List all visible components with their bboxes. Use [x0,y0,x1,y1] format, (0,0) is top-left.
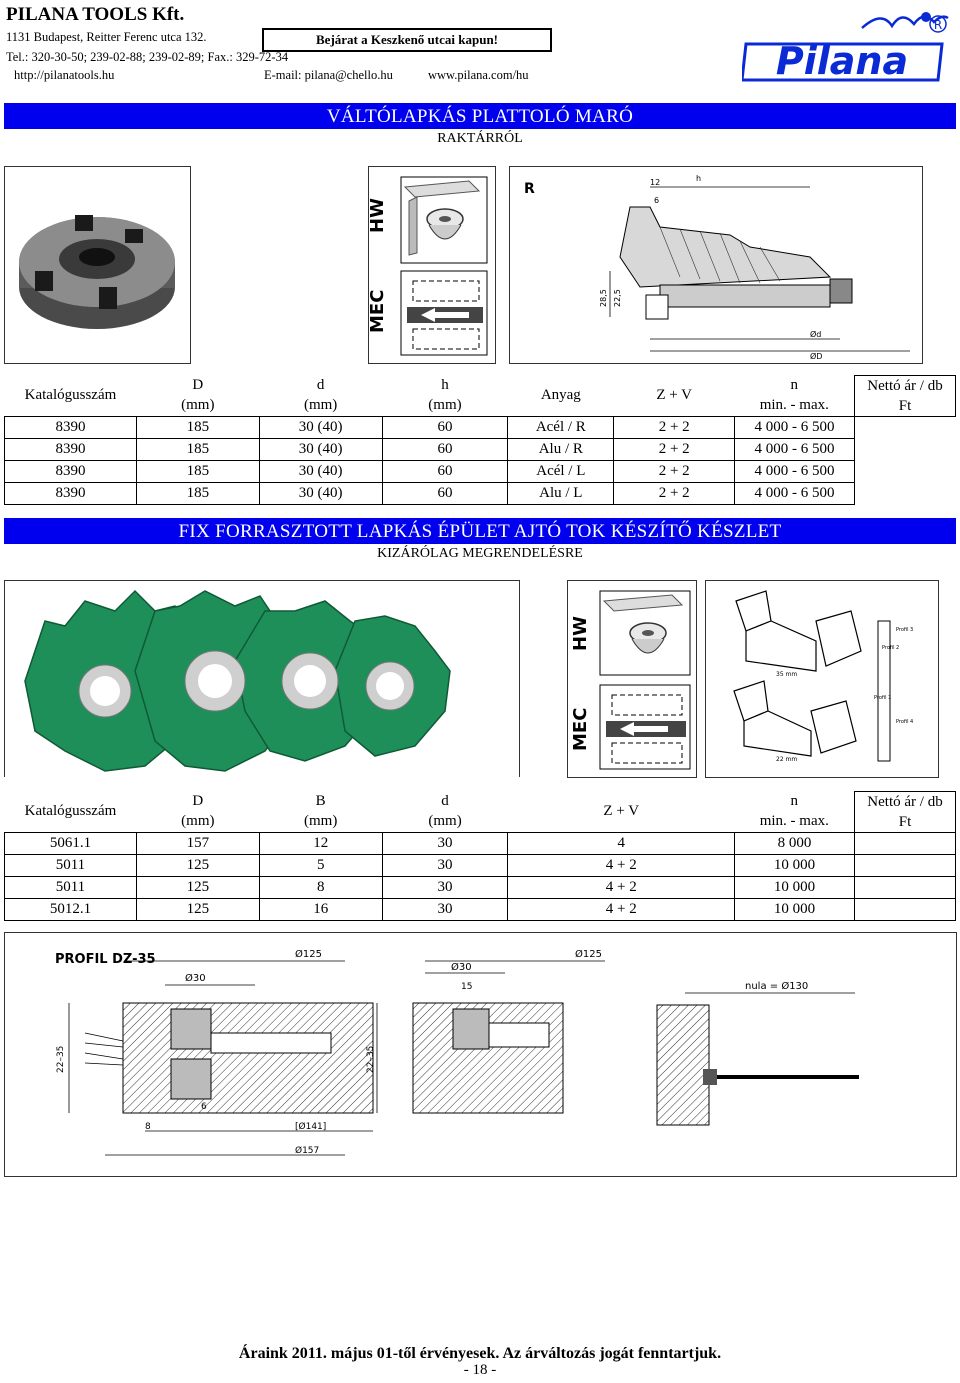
cell-D: 125 [136,877,259,899]
cell-d: 30 (40) [259,483,382,505]
col-header-d: d [441,793,449,810]
col-header-n: n [790,793,799,810]
dim-15: 15 [461,982,473,992]
dim-6: 6 [201,1102,207,1112]
page-number: - 18 - [463,1362,497,1378]
cell-h: 60 [382,417,508,439]
table-row [5,877,956,899]
section1-title: VÁLTÓLAPKÁS PLATTOLÓ MARÓ [4,103,956,129]
col-unit-d: (mm) [303,397,338,414]
cell-B: 8 [259,877,382,899]
net-unit: Ft [898,398,912,414]
table-row [5,833,956,855]
cell-catalog: 5012.1 [5,899,137,921]
cell-d: 30 [382,877,508,899]
cell-n: 4 000 - 6 500 [735,461,855,483]
cell-net [855,417,956,439]
dim-6: 6 [654,196,660,205]
cell-material: Acél / R [508,417,614,439]
cell-zv: 2 + 2 [614,439,735,461]
cell-d: 30 (40) [259,439,382,461]
cell-D: 185 [136,417,259,439]
dim-d157: Ø157 [295,1146,320,1156]
cell-material: Alu / R [508,439,614,461]
company-website-link[interactable]: http://pilanatools.hu [14,68,115,82]
cell-material: Acél / L [508,461,614,483]
label-profil2: Profil 2 [882,645,900,651]
cell-d: 30 [382,855,508,877]
mec-label-2: MEC [570,707,591,751]
col-unit-D: (mm) [181,397,215,414]
dim-d125-middle: Ø125 [575,949,602,960]
cell-D: 157 [136,833,259,855]
cell-zv: 4 + 2 [508,877,735,899]
cell-n: 4 000 - 6 500 [735,483,855,505]
cell-catalog: 5011 [5,855,137,877]
col-header-zv: Z + V [603,803,640,820]
dim-d: Ød [810,330,822,339]
dim-22-35-left: 22–35 [56,1045,66,1073]
label-35mm: 35 mm [776,671,798,678]
cell-zv: 4 [508,833,735,855]
label-profil3: Profil 3 [896,627,914,633]
dim-d125-left: Ø125 [295,949,322,960]
company-name: PILANA TOOLS Kft. [6,4,185,25]
col-header-D: D [192,793,204,810]
col-header-n: n [790,377,799,394]
dim-h: h [696,174,702,183]
cell-n: 10 000 [735,855,855,877]
dim-8: 8 [145,1122,151,1132]
cell-B: 5 [259,855,382,877]
company-email-link[interactable]: E-mail: pilana@chello.hu [264,68,393,82]
cell-net [855,483,956,505]
dim-28-5: 28,5 [599,289,608,307]
section2-title: FIX FORRASZTOTT LAPKÁS ÉPÜLET AJTÓ TOK KÉSZÍTŐ KÉSZLET [4,518,956,544]
company-website2-link[interactable]: www.pilana.com/hu [428,68,529,82]
footer-note: Áraink 2011. május 01-től érvényesek. Az árváltozás jogát fenntartjuk. [238,1345,722,1362]
cell-net [855,877,956,899]
cell-net [855,855,956,877]
cell-n: 4 000 - 6 500 [735,417,855,439]
entrance-notice: Bejárat a Keszkenő utcai kapun! [262,28,552,52]
cell-n: 8 000 [735,833,855,855]
col-header-d: d [316,377,325,394]
net-label: Nettó ár / db [867,378,943,394]
cell-d: 30 (40) [259,417,382,439]
cell-catalog: 5061.1 [5,833,137,855]
cell-catalog: 5011 [5,877,137,899]
cell-catalog: 8390 [5,483,137,505]
col-unit-n: min. - max. [759,813,829,830]
price-table-2 [4,791,956,921]
section1-subtitle: RAKTÁRRÓL [437,131,523,146]
table-row [5,899,956,921]
company-phone: Tel.: 320-30-50; 239-02-88; 239-02-89; Fax.: 329-72-34 [6,50,289,64]
cell-catalog: 8390 [5,417,137,439]
table-row [5,417,956,439]
col-unit-h: (mm) [428,397,462,414]
dim-nula: nula = Ø130 [745,981,809,992]
cell-D: 125 [136,855,259,877]
hw-label: HW [369,198,388,233]
logo-text: Pilana [775,39,909,83]
label-profil1: Profil 1 [874,695,892,701]
dim-22-5: 22,5 [613,289,622,307]
cell-B: 12 [259,833,382,855]
hw-mec-icons [368,166,496,364]
dim-22-35-middle: 22–35 [366,1045,376,1073]
dim-12: 12 [650,178,661,187]
price-table-1 [4,375,956,505]
pilana-logo[interactable] [742,4,956,86]
drawing-title: PROFIL DZ-35 [55,952,156,967]
col-unit-n: min. - max. [759,397,829,414]
section2-subtitle: KIZÁRÓLAG MEGRENDELÉSRE [377,546,583,561]
cell-net [855,461,956,483]
cell-d: 30 [382,899,508,921]
col-header-h: h [441,377,449,394]
cell-net [855,833,956,855]
label-22mm: 22 mm [776,756,798,763]
cell-D: 185 [136,461,259,483]
net-unit: Ft [898,814,912,830]
col-header-B: B [315,793,326,810]
cell-h: 60 [382,483,508,505]
table-row [5,439,956,461]
col-unit-D: (mm) [181,813,215,830]
cell-D: 185 [136,439,259,461]
table-row [5,483,956,505]
cell-zv: 4 + 2 [508,899,735,921]
dim-d30-left: Ø30 [185,973,206,984]
table-row [5,461,956,483]
col-header-net [855,792,956,833]
hw-mec-icons-2 [567,580,697,778]
hw-label-2: HW [570,616,591,651]
cell-h: 60 [382,461,508,483]
cell-zv: 2 + 2 [614,483,735,505]
cell-D: 125 [136,899,259,921]
cell-catalog: 8390 [5,461,137,483]
cell-D: 185 [136,483,259,505]
dim-d30-middle: Ø30 [451,962,472,973]
label-profil4: Profil 4 [896,719,914,725]
cell-n: 10 000 [735,899,855,921]
cell-zv: 2 + 2 [614,417,735,439]
cutter-photo [4,166,191,364]
dim-d141: [Ø141] [295,1122,327,1132]
cell-material: Alu / L [508,483,614,505]
cell-n: 10 000 [735,877,855,899]
col-header-catalog: Katalógusszám [24,803,117,820]
col-header-zv: Z + V [656,387,693,404]
cell-zv: 2 + 2 [614,461,735,483]
col-unit-B: (mm) [304,813,338,830]
col-header-material: Anyag [540,387,581,404]
dim-D: ØD [810,352,823,361]
cutter-set-photo [4,580,520,777]
r-profile-drawing [509,166,923,364]
profil-dz35-drawing [4,932,957,1177]
mec-label: MEC [369,289,388,333]
registered-mark: R [933,18,943,32]
col-unit-d: (mm) [428,813,462,830]
company-address: 1131 Budapest, Reitter Ferenc utca 132. [6,30,207,44]
cell-net [855,899,956,921]
cell-zv: 4 + 2 [508,855,735,877]
col-header-net [855,376,956,417]
net-label: Nettó ár / db [867,794,943,810]
col-header-catalog: Katalógusszám [24,387,117,404]
cell-catalog: 8390 [5,439,137,461]
door-frame-profiles [705,580,939,778]
cell-B: 16 [259,899,382,921]
cell-h: 60 [382,439,508,461]
r-label: R [524,181,535,197]
col-header-D: D [192,377,204,394]
cell-d: 30 (40) [259,461,382,483]
cell-net [855,439,956,461]
table-row [5,855,956,877]
cell-d: 30 [382,833,508,855]
cell-n: 4 000 - 6 500 [735,439,855,461]
